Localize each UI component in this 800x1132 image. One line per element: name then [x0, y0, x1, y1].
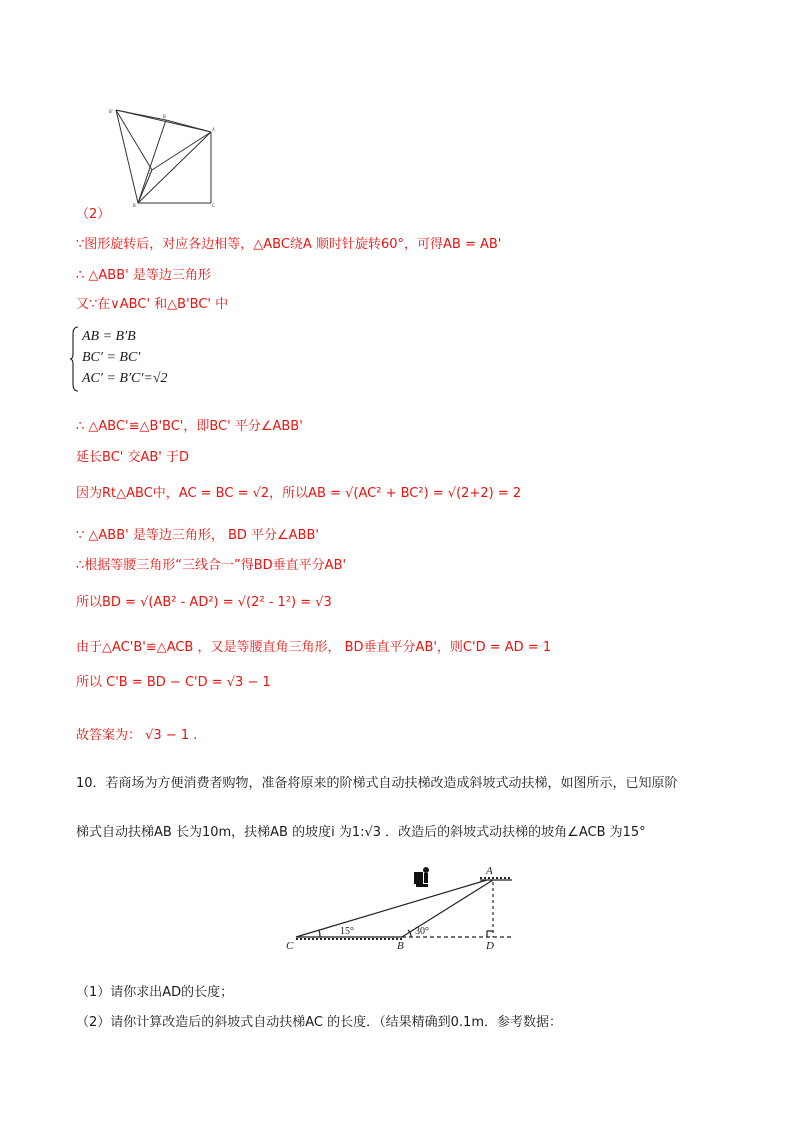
- shopper-icon: [414, 867, 429, 887]
- solution-line-11: 所以 C'B = BD − C'D = √3 − 1: [76, 675, 271, 690]
- solution-line-3: 又∵在∨ABC' 和△B'BC' 中: [76, 297, 229, 312]
- subquestion-1: （1）请你求出AD的长度；: [76, 985, 234, 1000]
- part2-label: （2）: [76, 207, 111, 222]
- question-10-line-1: 10．若商场为方便消费者购物，准备将原来的阶梯式自动扶梯改造成斜坡式动扶梯，如图所示，已知原阶: [76, 776, 678, 791]
- angle-30-label: 30°: [415, 926, 429, 937]
- solution-line-8: ∴根据等腰三角形“三线合一”得BD垂直平分AB': [76, 558, 347, 573]
- system-eq-1: AB = B′B: [82, 329, 136, 344]
- system-eq-2: BC′ = BC′: [82, 350, 141, 365]
- equation-system: [70, 326, 210, 392]
- system-brace: [70, 326, 80, 392]
- answer-line: 故答案为： √3 − 1 .: [76, 728, 198, 743]
- label-c: C: [286, 940, 294, 952]
- solution-line-6: 因为Rt△ABC中，AC = BC = √2，所以AB = √(AC² + BC²) = √(2+2) = 2: [76, 486, 522, 501]
- solution-line-2: ∴ △ABB' 是等边三角形: [76, 268, 211, 283]
- fig1-label-b-prime: B': [109, 109, 113, 114]
- fig1-label-a: A: [212, 127, 215, 132]
- fig1-label-c-prime: C': [148, 170, 152, 175]
- solution-line-5: 延长BC' 交AB' 于D: [76, 450, 190, 465]
- solution-line-1: ∵图形旋转后，对应各边相等，△ABC绕A 顺时针旋转60°，可得AB = AB': [76, 237, 502, 252]
- question-10-line-2: 梯式自动扶梯AB 长为10m，扶梯AB 的坡度i 为1:√3 ．改造后的斜坡式动扶梯的坡角∠ACB 为15°: [76, 825, 646, 840]
- label-d: D: [486, 940, 494, 952]
- solution-line-9: 所以BD = √(AB² - AD²) = √(2² - 1²) = √3: [76, 595, 332, 610]
- label-b: B: [397, 940, 404, 952]
- fig1-label-d: B: [163, 114, 166, 119]
- solution-line-10: 由于△AC'B'≌△ACB ，又是等腰直角三角形， BD垂直平分AB'，则C'D = AD = 1: [76, 640, 552, 655]
- system-eq-3: AC′ = B′C′=√2: [82, 371, 168, 386]
- fig1-label-b: B: [133, 203, 136, 208]
- label-a: A: [486, 865, 493, 877]
- solution-line-4: ∴ △ABC'≌△B'BC'，即BC' 平分∠ABB': [76, 419, 303, 434]
- escalator-figure: [280, 860, 520, 952]
- solution-line-7: ∵ △ABB' 是等边三角形， BD 平分∠ABB': [76, 528, 319, 543]
- angle-15-label: 15°: [340, 926, 354, 937]
- fig1-label-c: C: [212, 203, 215, 208]
- subquestion-2: （2）请你计算改造后的斜坡式自动扶梯AC 的长度．（结果精确到0.1m．参考数据：: [76, 1015, 562, 1030]
- rotation-figure: [108, 104, 220, 208]
